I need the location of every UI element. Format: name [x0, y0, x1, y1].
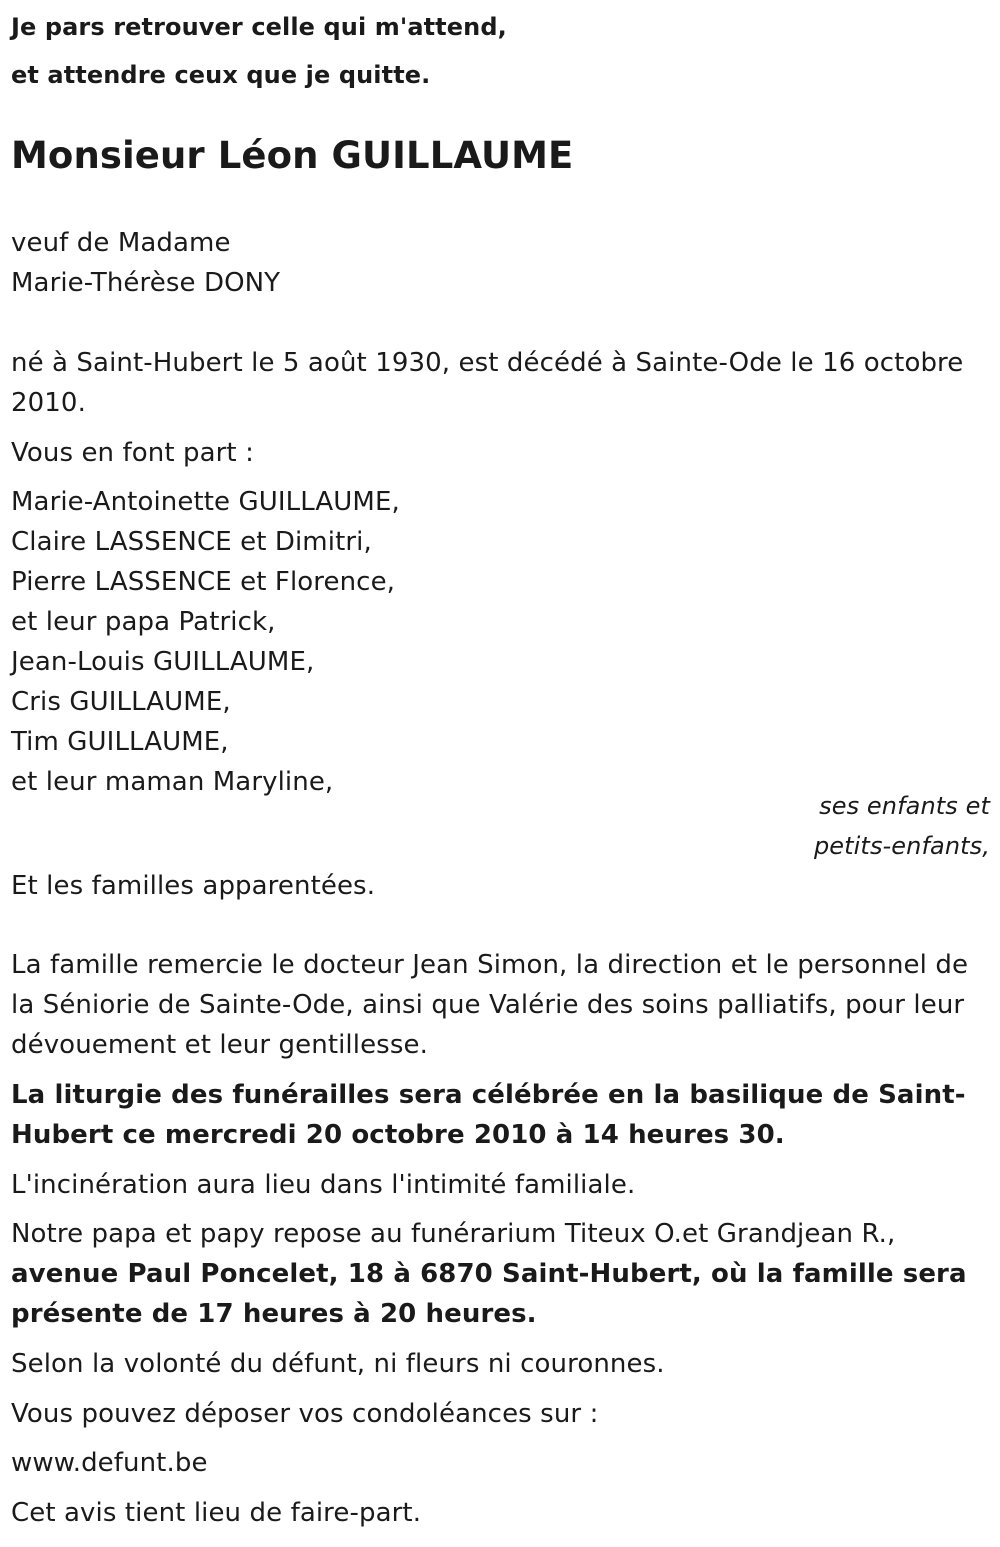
- family-member: et leur maman Maryline,: [11, 767, 334, 797]
- funeral-line-1: La liturgie des funérailles sera célébrée en la basilique de Saint-: [11, 1080, 966, 1110]
- epigraph-line-2: et attendre ceux que je quitte.: [11, 61, 431, 89]
- family-member: et leur papa Patrick,: [11, 607, 276, 637]
- birth-death-line-1: né à Saint-Hubert le 5 août 1930, est décédé à Sainte-Ode le 16 octobre: [11, 348, 964, 378]
- family-member: Tim GUILLAUME,: [11, 727, 229, 757]
- deceased-name: Monsieur Léon GUILLAUME: [11, 134, 574, 177]
- related-families: Et les familles apparentées.: [11, 871, 376, 901]
- family-role-line-1: ses enfants et: [819, 792, 990, 820]
- funeral-line-2: Hubert ce mercredi 20 octobre 2010 à 14 heures 30.: [11, 1120, 785, 1150]
- rest-place: Notre papa et papy repose au funérarium Titeux O.et Grandjean R.,: [11, 1219, 896, 1249]
- family-member: Cris GUILLAUME,: [11, 687, 231, 717]
- website-link[interactable]: www.defunt.be: [11, 1448, 208, 1478]
- thanks-line-2: la Séniorie de Sainte-Ode, ainsi que Valérie des soins palliatifs, pour leur: [11, 990, 965, 1020]
- flowers-note: Selon la volonté du défunt, ni fleurs ni couronnes.: [11, 1349, 665, 1379]
- birth-death-line-2: 2010.: [11, 388, 86, 418]
- thanks-line-1: La famille remercie le docteur Jean Simon, la direction et le personnel de: [11, 950, 969, 980]
- widow-of-line-2: Marie-Thérèse DONY: [11, 268, 281, 298]
- thanks-line-3: dévouement et leur gentillesse.: [11, 1030, 428, 1060]
- family-member: Jean-Louis GUILLAUME,: [11, 647, 315, 677]
- rest-address-line-2: présente de 17 heures à 20 heures.: [11, 1299, 537, 1329]
- closing-note: Cet avis tient lieu de faire-part.: [11, 1498, 422, 1528]
- family-member: Pierre LASSENCE et Florence,: [11, 567, 396, 597]
- announce-intro: Vous en font part :: [11, 438, 254, 468]
- epigraph-line-1: Je pars retrouver celle qui m'attend,: [11, 13, 507, 41]
- rest-address-line-1: avenue Paul Poncelet, 18 à 6870 Saint-Hubert, où la famille sera: [11, 1259, 967, 1289]
- family-member: Claire LASSENCE et Dimitri,: [11, 527, 372, 557]
- cremation-note: L'incinération aura lieu dans l'intimité familiale.: [11, 1170, 636, 1200]
- widow-of-line-1: veuf de Madame: [11, 228, 231, 258]
- family-role-line-2: petits-enfants,: [813, 832, 990, 860]
- condolences-intro: Vous pouvez déposer vos condoléances sur :: [11, 1399, 599, 1429]
- family-member: Marie-Antoinette GUILLAUME,: [11, 487, 400, 517]
